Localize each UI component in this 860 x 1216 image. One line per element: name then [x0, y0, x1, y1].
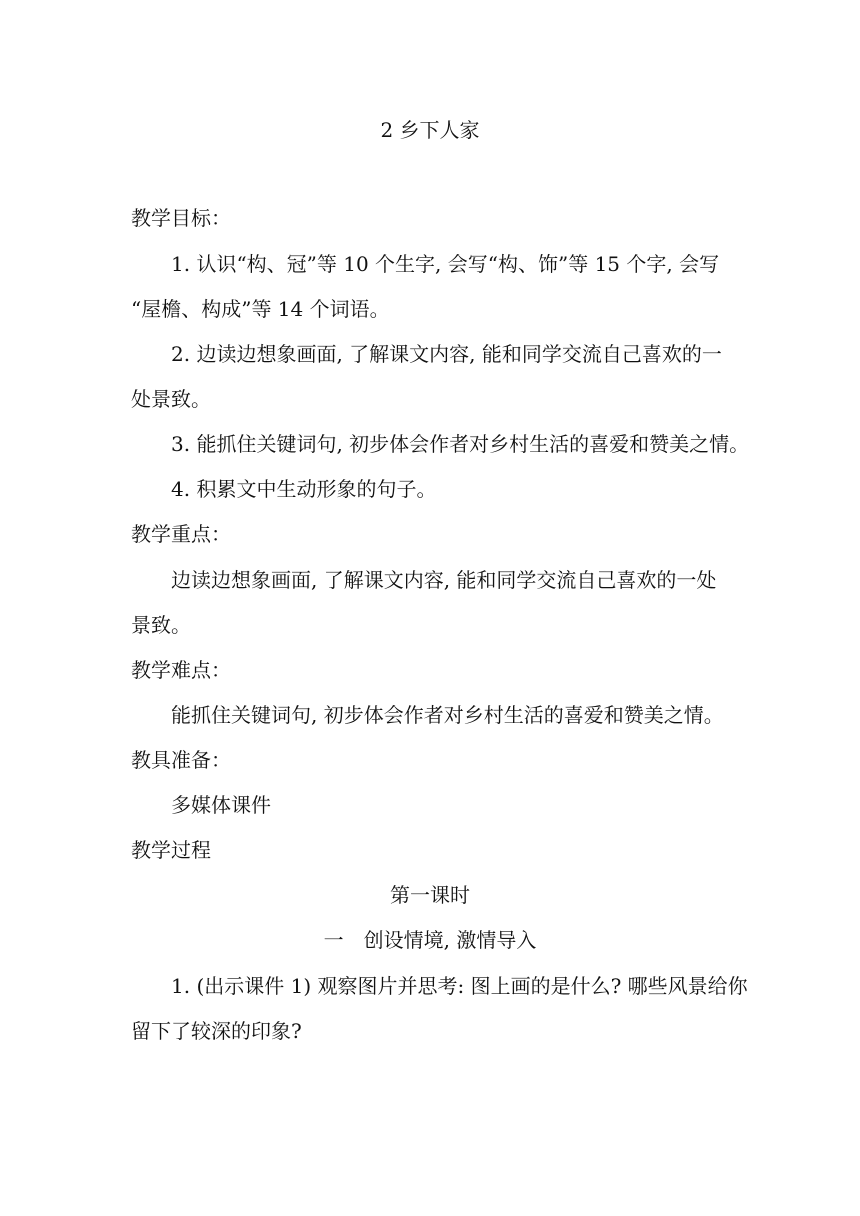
objective-4: 4. 积累文中生动形象的句子。: [171, 477, 437, 501]
objective-2-line-1: 2. 边读边想象画面, 了解课文内容, 能和同学交流自己喜欢的一: [171, 342, 722, 366]
lesson-title: 第一课时: [390, 883, 470, 907]
objectives-heading: 教学目标：: [131, 206, 231, 230]
objective-2-line-2: 处景致。: [131, 387, 211, 411]
process-heading: 教学过程: [131, 838, 211, 862]
section-title: 一 创设情境, 激情导入: [323, 928, 537, 952]
objective-1-line-1: 1. 认识“构、冠”等 10 个生字, 会写“构、饰”等 15 个字, 会写: [171, 252, 720, 276]
materials-heading: 教具准备：: [131, 748, 231, 772]
key-points-heading: 教学重点：: [131, 522, 231, 546]
difficulties-line-1: 能抓住关键词句, 初步体会作者对乡村生活的喜爱和赞美之情。: [171, 703, 724, 727]
document-title: 2 乡下人家: [380, 118, 480, 142]
key-points-line-2: 景致。: [131, 613, 191, 637]
key-points-line-1: 边读边想象画面, 了解课文内容, 能和同学交流自己喜欢的一处: [171, 568, 717, 592]
objective-3: 3. 能抓住关键词句, 初步体会作者对乡村生活的喜爱和赞美之情。: [171, 432, 750, 456]
difficulties-heading: 教学难点：: [131, 658, 231, 682]
objective-1-line-2: “屋檐、构成”等 14 个词语。: [131, 297, 390, 321]
materials-line-1: 多媒体课件: [171, 793, 271, 817]
step-1-line-2: 留下了较深的印象?: [131, 1019, 302, 1043]
step-1-line-1: 1. (出示课件 1) 观察图片并思考: 图上画的是什么? 哪些风景给你: [171, 974, 748, 998]
